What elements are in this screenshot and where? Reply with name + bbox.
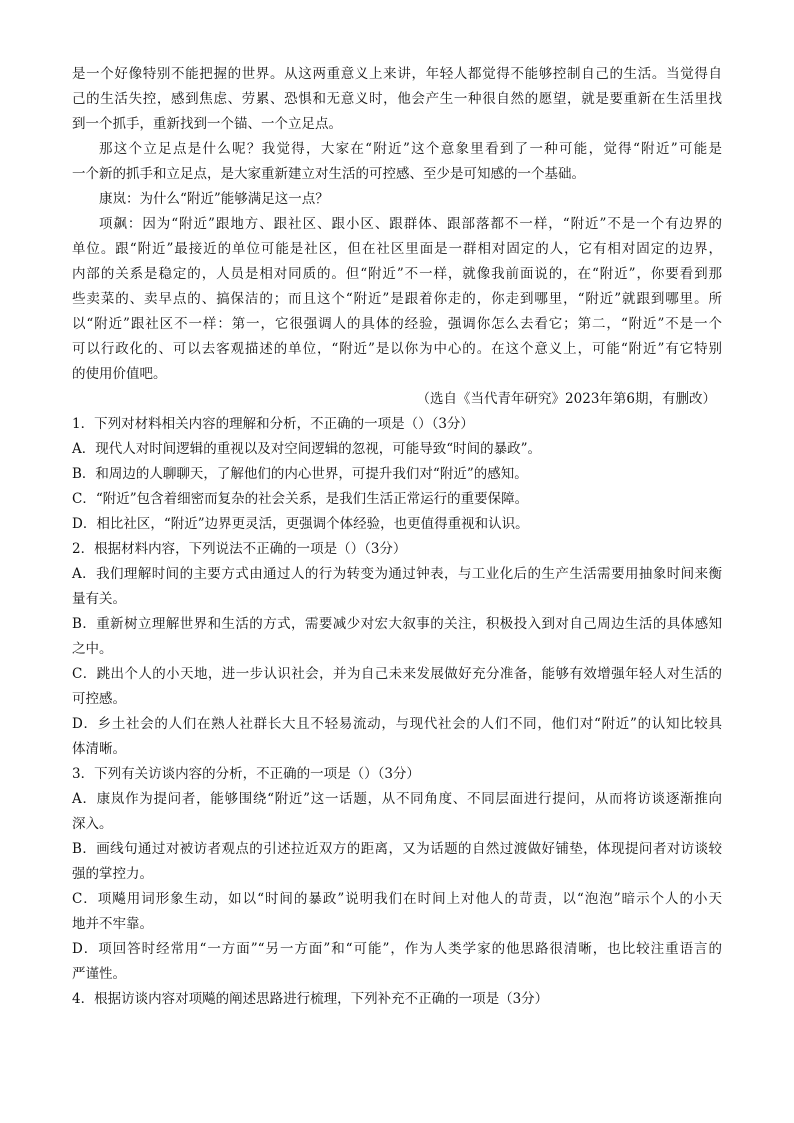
- passage-line: 内部的关系是稳定的，人员是相对同质的。但“附近”不一样，就像我前面说的，在“附近”，你要看到那: [72, 266, 722, 282]
- passage-line: 以“附近”跟社区不一样：第一，它很强调人的具体的经验，强调你怎么去看它；第二，“附近”不是一个: [72, 316, 722, 332]
- passage-line: 些卖菜的、卖早点的、搞保洁的；而且这个“附近”是跟着你走的，你走到哪里，“附近”就跟到哪里。所: [72, 291, 722, 307]
- question-option-cont: 深入。: [72, 816, 113, 832]
- question-option: C．“附近”包含着细密而复杂的社会关系，是我们生活正常运行的重要保障。: [72, 491, 529, 507]
- passage-line: 项飙：因为“附近”跟地方、跟社区、跟小区、跟群体、跟部落都不一样，“附近”不是一个有边界的: [99, 216, 722, 232]
- question-option: B．画线句通过对被访者观点的引述拉近双方的距离，又为话题的自然过渡做好铺垫，体现提问者对访谈较: [72, 841, 722, 857]
- question-option: C．项飚用词形象生动，如以“时间的暴政”说明我们在时间上对他人的苛责，以“泡泡”暗示个人的小天: [72, 891, 722, 907]
- question-stem: 3．下列有关访谈内容的分析，不正确的一项是（）（3分）: [72, 766, 420, 782]
- question-option: D．项回答时经常用“一方面”“另一方面”和“可能”，作为人类学家的他思路很清晰，也比较注重语言的: [72, 941, 722, 957]
- interviewer-question: 康岚：为什么“附近”能够满足这一点？: [99, 191, 329, 207]
- question-stem: 4．根据访谈内容对项飚的阐述思路进行梳理，下列补充不正确的一项是（3分）: [72, 991, 549, 1007]
- question-option: A．康岚作为提问者，能够围绕“附近”这一话题，从不同角度、不同层面进行提问，从而将访谈逐渐推向: [72, 791, 722, 807]
- question-option-cont: 可控感。: [72, 691, 126, 707]
- question-option: B．重新树立理解世界和生活的方式，需要减少对宏大叙事的关注，积极投入到对自己周边生活的具体感知: [72, 616, 722, 632]
- question-option-cont: 地并不牢靠。: [72, 916, 153, 932]
- source-citation: （选自《当代青年研究》2023年第6期，有删改）: [416, 391, 716, 407]
- passage-line: 一个新的抓手和立足点，是大家重新建立对生活的可控感、至少是可知感的一个基础。: [72, 166, 585, 182]
- question-stem: 1．下列对材料相关内容的理解和分析，不正确的一项是（）（3分）: [72, 416, 474, 432]
- question-option-cont: 之中。: [72, 641, 113, 657]
- passage-line: 到一个抓手，重新找到一个锚、一个立足点。: [72, 116, 342, 132]
- passage-line: 己的生活失控，感到焦虑、劳累、恐惧和无意义时，他会产生一种很自然的愿望，就是要重新在生活里找: [72, 91, 722, 107]
- question-option-cont: 量有关。: [72, 591, 126, 607]
- passage-line: 那这个立足点是什么呢？我觉得，大家在“附近”这个意象里看到了一种可能，觉得“附近”可能是: [99, 141, 722, 157]
- passage-line: 是一个好像特别不能把握的世界。从这两重意义上来讲，年轻人都觉得不能够控制自己的生活。当觉得自: [72, 66, 722, 82]
- question-option: D．相比社区，“附近”边界更灵活，更强调个体经验，也更值得重视和认识。: [72, 516, 529, 532]
- document-body: [72, 62, 722, 1012]
- question-stem: 2．根据材料内容，下列说法不正确的一项是（）（3分）: [72, 541, 407, 557]
- question-option: D．乡土社会的人们在熟人社群长大且不轻易流动，与现代社会的人们不同，他们对“附近”的认知比较具: [72, 716, 722, 732]
- question-option: A．现代人对时间逻辑的重视以及对空间逻辑的忽视，可能导致“时间的暴政”。: [72, 441, 542, 457]
- question-option-cont: 强的掌控力。: [72, 866, 153, 882]
- question-option-cont: 体清晰。: [72, 741, 126, 757]
- passage-line: 的使用价值吧。: [72, 366, 167, 382]
- question-option: A．我们理解时间的主要方式由通过人的行为转变为通过钟表，与工业化后的生产生活需要用抽象时间来衡: [72, 566, 722, 582]
- passage-line: 单位。跟“附近”最接近的单位可能是社区，但在社区里面是一群相对固定的人，它有相对固定的边界，: [72, 241, 722, 257]
- question-option: C．跳出个人的小天地，进一步认识社会，并为自己未来发展做好充分准备，能够有效增强年轻人对生活的: [72, 666, 722, 682]
- question-option: B．和周边的人聊聊天，了解他们的内心世界，可提升我们对“附近”的感知。: [72, 466, 528, 482]
- passage-line: 可以行政化的、可以去客观描述的单位，“附近”是以你为中心的。在这个意义上，可能“附近”有它特别: [72, 341, 722, 357]
- question-option-cont: 严谨性。: [72, 966, 126, 982]
